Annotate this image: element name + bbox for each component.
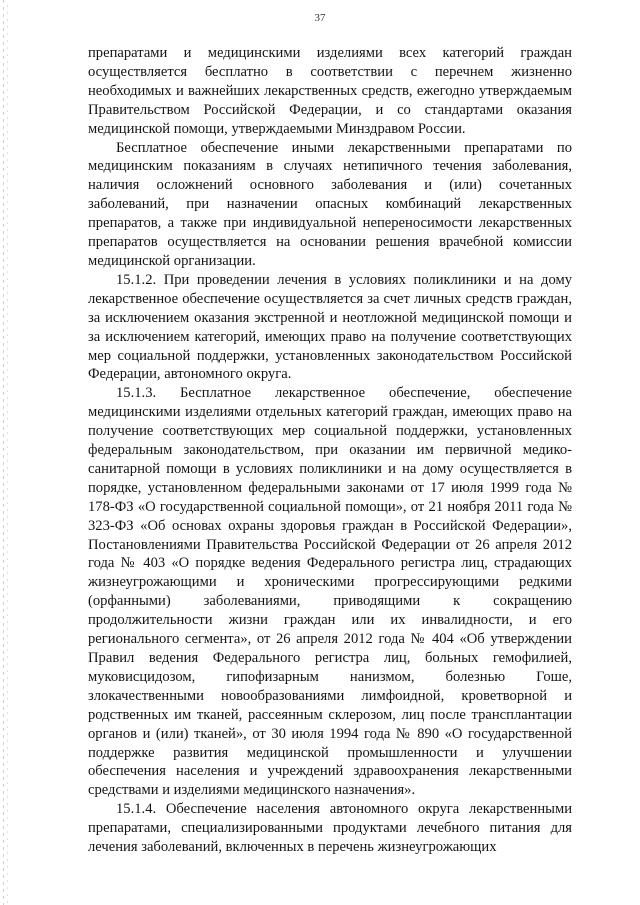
paragraph-15-1-2: 15.1.2. При проведении лечения в условиях поликлиники и на дому лекарственное обеспечение осуществляется за счет личных средств граждан, за исключением оказания экстренной и неотложной медицинской помощи и за исключением категорий, имеющих право на получение соответствующих мер социальной поддержки, установленных законодательством Российской Федерации, автономного округа. [88,271,572,383]
paragraph-15-1-4: 15.1.4. Обеспечение населения автономного округа лекарственными препаратами, специализированными продуктами лечебного питания для лечения заболеваний, включенных в перечень жизнеугрожающих [88,801,572,856]
scan-edge-artifact [3,0,4,905]
paragraph-15-1-3: 15.1.3. Бесплатное лекарственное обеспечение, обеспечение медицинскими изделиями отдельных категорий граждан, имеющих право на получение соответствующих мер социальной поддержки, установленных федеральным законодательством, при оказании им первичной медико-санитарной помощи в условиях поликлиники и на дому осуществляется в порядке, установленном федеральными законами от 17 июля 1999 года № 178-ФЗ «О государственной социальной помощи», от 21 ноября 2011 года № 323-ФЗ «Об основах охраны здоровья граждан в Российской Федерации», Постановлениями Правительства Российской Федерации от 26 апреля 2012 года № 403 «О порядке ведения Федерального регистра лиц, страдающих жизнеугрожающими и хроническими прогрессирующими редкими (орфанными) заболеваниями, приводящими к сокращению продолжительности жизни граждан или их инвалидности, и его регионального сегмента», от 26 апреля 2012 года № 404 «Об утверждении Правил ведения Федерального регистра лиц, больных гемофилией, муковисцидозом, гипофизарным нанизмом, болезнью Гоше, злокачественными новообразованиями лимфоидной, кроветворной и родственных им тканей, рассеянным склерозом, лиц после трансплантации органов и (или) тканей», от 30 июля 1994 года № 890 «О государственной поддержке развития медицинской промышленности и улучшении обеспечения населения и учреждений здравоохранения лекарственными средствами и изделиями медицинского назначения». [88,385,572,799]
scan-edge-artifact-inner [7,0,8,905]
document-body [88,44,572,857]
paragraph-continuation: препаратами и медицинскими изделиями всех категорий граждан осуществляется бесплатно в соответствии с перечнем жизненно необходимых и важнейших лекарственных средств, ежегодно утверждаемым Правительством Российской Федерации, и со стандартами оказания медицинской помощи, утверждаемыми Минздравом России. [88,45,572,137]
paragraph-free-provision: Бесплатное обеспечение иными лекарственными препаратами по медицинским показаниям в случаях нетипичного течения заболевания, наличия осложнений основного заболевания и (или) сочетанных заболеваний, при назначении опасных комбинаций лекарственных препаратов, а также при индивидуальной непереносимости лекарственных препаратов осуществляется на основании решения врачебной комиссии медицинской организации. [88,139,572,269]
page-number: 37 [314,12,326,24]
